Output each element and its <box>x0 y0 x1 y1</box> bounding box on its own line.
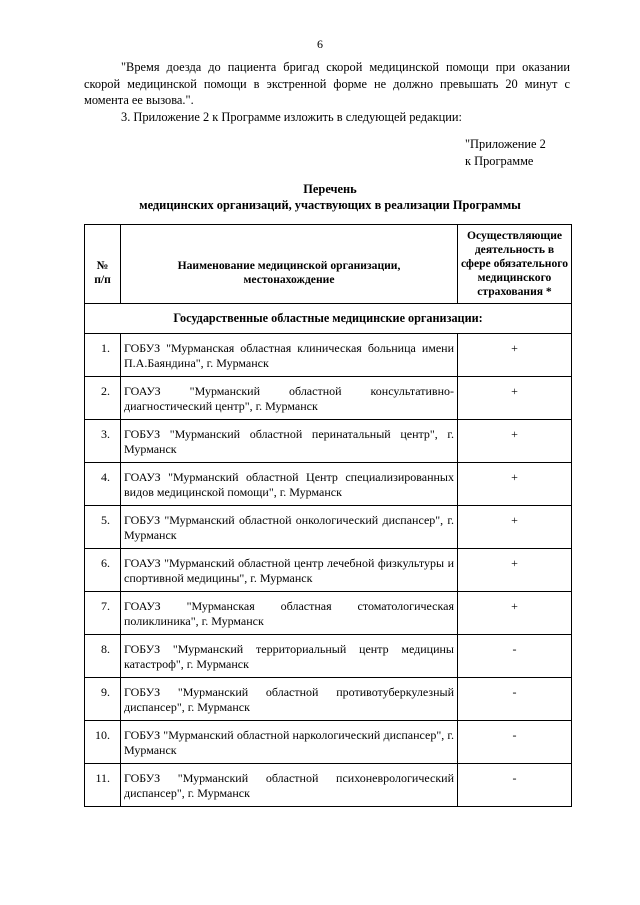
header-insurance: Осуществляющие деятельность в сфере обязательного медицинского страхования * <box>458 225 572 304</box>
insurance-mark: + <box>458 592 572 635</box>
row-number: 3. <box>85 420 121 463</box>
row-number: 6. <box>85 549 121 592</box>
insurance-mark: + <box>458 377 572 420</box>
insurance-mark: + <box>458 549 572 592</box>
organization-name: ГОБУЗ "Мурманский областной наркологический диспансер", г. Мурманск <box>121 721 458 764</box>
organization-name: ГОБУЗ "Мурманский областной онкологический диспансер", г. Мурманск <box>121 506 458 549</box>
organization-name: ГОАУЗ "Мурманская областная стоматологическая поликлиника", г. Мурманск <box>121 592 458 635</box>
intro-paragraph-1: "Время доезда до пациента бригад скорой медицинской помощи при оказании скорой медицинской помощи в экстренной форме не должно превышать 20 минут с момента ее вызова.". <box>84 60 570 107</box>
table-row <box>85 420 572 463</box>
page-number: 6 <box>317 37 323 51</box>
table-row <box>85 721 572 764</box>
row-number: 1. <box>85 334 121 377</box>
intro-paragraph-2: 3. Приложение 2 к Программе изложить в следующей редакции: <box>121 109 462 124</box>
row-number: 4. <box>85 463 121 506</box>
table-row <box>85 334 572 377</box>
appendix-note <box>465 136 546 169</box>
organization-name: ГОАУЗ "Мурманский областной Центр специализированных видов медицинской помощи", г. Мурманск <box>121 463 458 506</box>
row-number: 8. <box>85 635 121 678</box>
header-number <box>85 225 121 304</box>
header-number-line-1: № <box>96 259 109 272</box>
table-row <box>85 678 572 721</box>
table-row <box>85 592 572 635</box>
list-title-line-2: медицинских организаций, участвующих в реализации Программы <box>139 198 521 212</box>
table-row <box>85 377 572 420</box>
insurance-mark: + <box>458 334 572 377</box>
header-number-line-2: п/п <box>94 273 111 286</box>
header-organization-name <box>121 225 458 304</box>
list-title-line-1: Перечень <box>303 182 357 196</box>
table-row <box>85 549 572 592</box>
organizations-table <box>84 224 572 807</box>
organization-name: ГОБУЗ "Мурманская областная клиническая больница имени П.А.Баяндина", г. Мурманск <box>121 334 458 377</box>
insurance-mark: - <box>458 635 572 678</box>
insurance-mark: - <box>458 721 572 764</box>
organization-name: ГОБУЗ "Мурманский областной перинатальный центр", г. Мурманск <box>121 420 458 463</box>
row-number: 5. <box>85 506 121 549</box>
organization-name: ГОБУЗ "Мурманский территориальный центр медицины катастроф", г. Мурманск <box>121 635 458 678</box>
row-number: 9. <box>85 678 121 721</box>
header-name-line-2: местонахождение <box>243 273 335 286</box>
row-number: 2. <box>85 377 121 420</box>
insurance-mark: + <box>458 506 572 549</box>
organization-name: ГОАУЗ "Мурманский областной консультативно-диагностический центр", г. Мурманск <box>121 377 458 420</box>
organization-name: ГОАУЗ "Мурманский областной центр лечебной физкультуры и спортивной медицины", г. Мурманск <box>121 549 458 592</box>
intro-text <box>84 59 570 125</box>
section-header-row <box>85 304 572 334</box>
header-name-line-1: Наименование медицинской организации, <box>177 259 401 272</box>
insurance-mark: + <box>458 420 572 463</box>
table-header-row <box>85 225 572 304</box>
table-row <box>85 764 572 807</box>
table-row <box>85 506 572 549</box>
table-row <box>85 635 572 678</box>
appendix-note-line-2: к Программе <box>465 153 534 168</box>
insurance-mark: - <box>458 678 572 721</box>
row-number: 7. <box>85 592 121 635</box>
insurance-mark: - <box>458 764 572 807</box>
organization-name: ГОБУЗ "Мурманский областной противотуберкулезный диспансер", г. Мурманск <box>121 678 458 721</box>
table-row <box>85 463 572 506</box>
row-number: 10. <box>85 721 121 764</box>
appendix-note-line-1: "Приложение 2 <box>465 137 546 151</box>
section-title: Государственные областные медицинские организации: <box>85 304 572 334</box>
insurance-mark: + <box>458 463 572 506</box>
row-number: 11. <box>85 764 121 807</box>
organization-name: ГОБУЗ "Мурманский областной психоневрологический диспансер", г. Мурманск <box>121 764 458 807</box>
list-title <box>0 181 640 213</box>
